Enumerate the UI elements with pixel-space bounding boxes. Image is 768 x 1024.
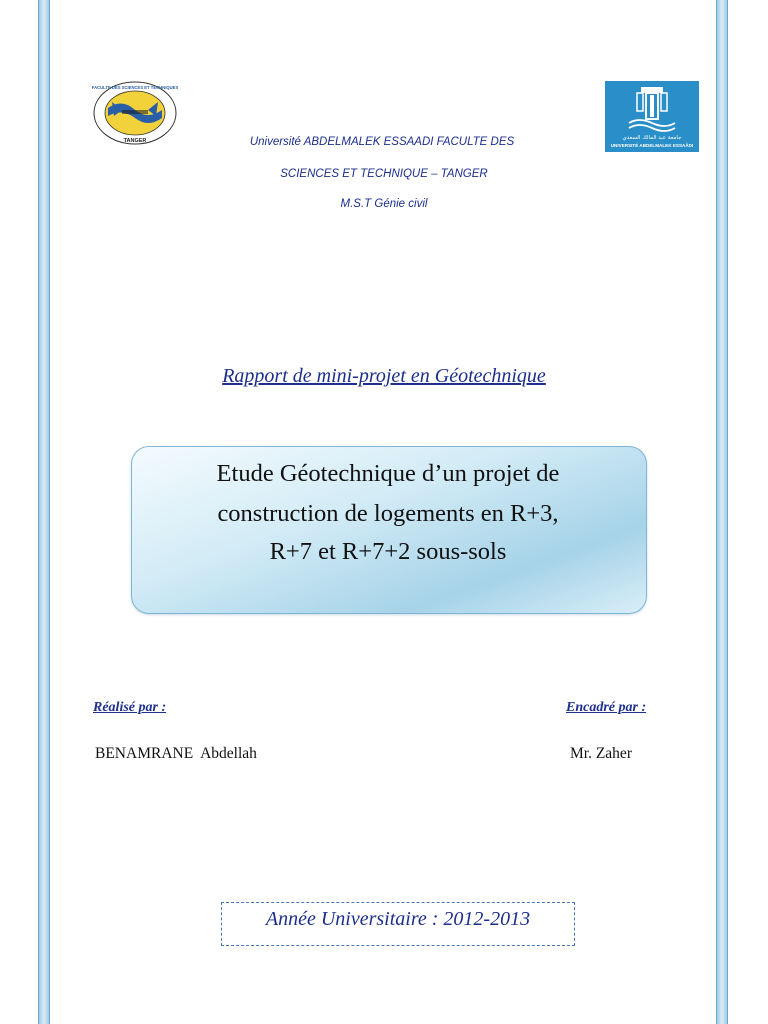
author-name: BENAMRANE Abdellah	[95, 745, 257, 762]
realise-par-label: Réalisé par :	[93, 700, 167, 715]
svg-text:TANGER: TANGER	[123, 138, 147, 144]
supervisor-name: Mr. Zaher	[570, 745, 632, 762]
main-title-line-3: R+7 et R+7+2 sous-sols	[269, 538, 507, 565]
main-title-line-2: construction de logements en R+3,	[217, 500, 559, 527]
svg-text:جامعة عبد المالك السعدي: جامعة عبد المالك السعدي	[622, 135, 682, 141]
page-border-left	[38, 0, 50, 1024]
svg-text:FACULTE DES SCIENCES ET TECHNI: FACULTE DES SCIENCES ET TECHNIQUES	[92, 85, 178, 90]
university-name-line: Université ABDELMALEK ESSAADI FACULTE DES	[249, 136, 515, 148]
page-border-right	[716, 0, 728, 1024]
main-title-line-1: Etude Géotechnique d’un projet de	[216, 460, 560, 487]
encadre-par-label: Encadré par :	[566, 700, 647, 715]
program-name-line: M.S.T Génie civil	[340, 198, 428, 210]
svg-text:UNIVERSITÉ ABDELMALEK ESSAÂDI: UNIVERSITÉ ABDELMALEK ESSAÂDI	[610, 143, 694, 148]
faculty-name-line: SCIENCES ET TECHNIQUE – TANGER	[280, 168, 488, 180]
academic-year: Année Universitaire : 2012-2013	[265, 908, 531, 930]
report-title: Rapport de mini-projet en Géotechnique	[222, 365, 546, 387]
